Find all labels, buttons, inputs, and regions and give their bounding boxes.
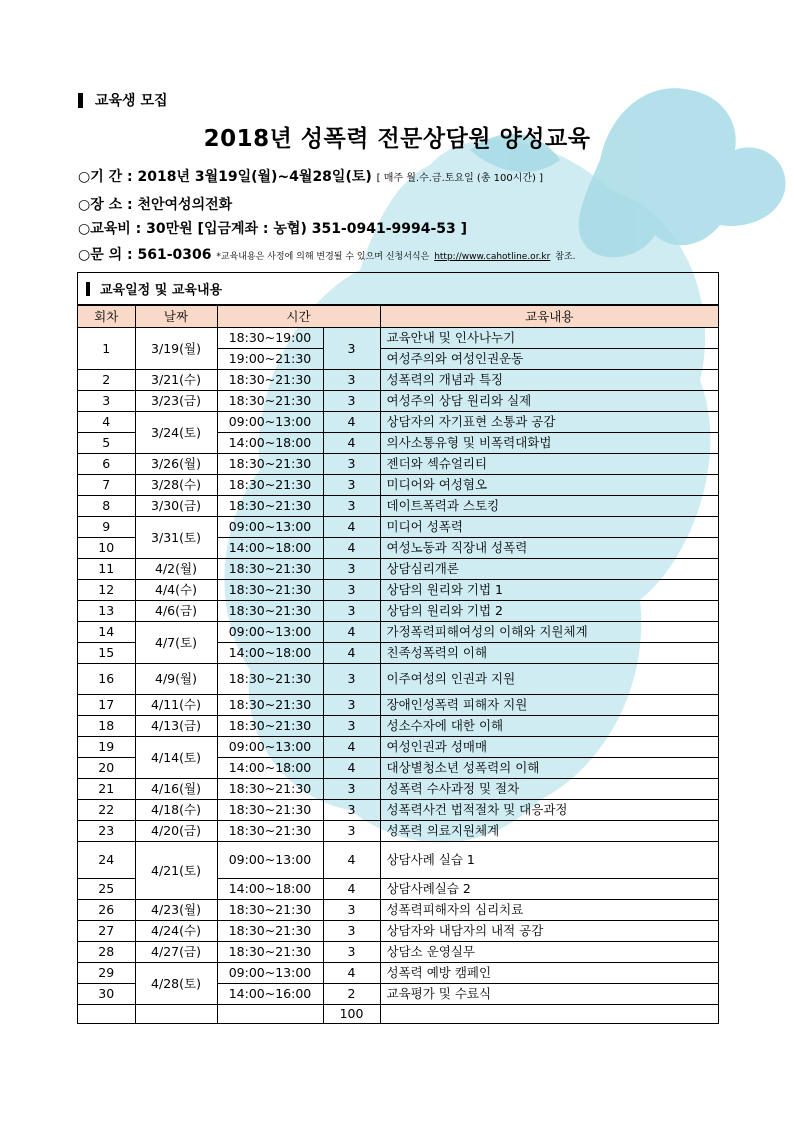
table-row bbox=[78, 842, 718, 879]
cell-hours: 3 bbox=[323, 821, 380, 842]
cell-content: 젠더와 섹슈얼리티 bbox=[380, 454, 718, 475]
cell-hours: 3 bbox=[323, 580, 380, 601]
cell-time: 18:30~21:30 bbox=[217, 900, 323, 921]
cell-date: 4/2(월) bbox=[135, 559, 217, 580]
cell-no: 8 bbox=[78, 496, 135, 517]
cell-no: 24 bbox=[78, 842, 135, 879]
cell-date: 3/26(월) bbox=[135, 454, 217, 475]
cell-hours: 3 bbox=[323, 601, 380, 622]
cell-hours: 4 bbox=[323, 538, 380, 559]
cell-no: 13 bbox=[78, 601, 135, 622]
cell-no: 5 bbox=[78, 433, 135, 454]
cell-empty bbox=[78, 1005, 135, 1024]
cell-date: 4/18(수) bbox=[135, 800, 217, 821]
cell-content: 교육안내 및 인사나누기 bbox=[380, 328, 718, 349]
schedule-box bbox=[77, 272, 719, 1024]
cell-time: 14:00~18:00 bbox=[217, 758, 323, 779]
cell-no: 2 bbox=[78, 370, 135, 391]
cell-hours: 3 bbox=[323, 370, 380, 391]
cell-hours: 3 bbox=[323, 716, 380, 737]
cell-hours: 3 bbox=[323, 391, 380, 412]
cell-content: 데이트폭력과 스토킹 bbox=[380, 496, 718, 517]
section-bar bbox=[86, 282, 90, 296]
table-row bbox=[78, 412, 718, 433]
cell-no: 30 bbox=[78, 984, 135, 1005]
cell-time: 18:30~21:30 bbox=[217, 716, 323, 737]
table-row bbox=[78, 370, 718, 391]
table-row bbox=[78, 963, 718, 984]
cell-content: 가정폭력피해여성의 이해와 지원체계 bbox=[380, 622, 718, 643]
cell-no: 29 bbox=[78, 963, 135, 984]
cell-time: 18:30~21:30 bbox=[217, 695, 323, 716]
cell-time: 18:30~21:30 bbox=[217, 779, 323, 800]
recruit-label-text: 교육생 모집 bbox=[95, 93, 168, 109]
cell-hours: 4 bbox=[323, 758, 380, 779]
cell-no: 6 bbox=[78, 454, 135, 475]
cell-content: 상담소 운영실무 bbox=[380, 942, 718, 963]
cell-content: 성폭력의 개념과 특징 bbox=[380, 370, 718, 391]
table-row bbox=[78, 328, 718, 349]
table-row bbox=[78, 580, 718, 601]
cell-hours: 3 bbox=[323, 779, 380, 800]
cell-hours: 4 bbox=[323, 879, 380, 900]
info-fee: ○교육비 : 30만원 [입금계좌 : 농협) 351-0941-9994-53 ] bbox=[78, 221, 468, 237]
table-row bbox=[78, 716, 718, 737]
cell-content: 상담사례 실습 1 bbox=[380, 842, 718, 879]
cell-hours: 3 bbox=[323, 921, 380, 942]
cell-no: 26 bbox=[78, 900, 135, 921]
cell-no: 23 bbox=[78, 821, 135, 842]
cell-date: 3/28(수) bbox=[135, 475, 217, 496]
cell-time: 18:30~21:30 bbox=[217, 391, 323, 412]
cell-content: 상담자와 내담자의 내적 공감 bbox=[380, 921, 718, 942]
cell-date: 4/7(토) bbox=[135, 622, 217, 664]
cell-date: 4/16(월) bbox=[135, 779, 217, 800]
table-row bbox=[78, 559, 718, 580]
cell-date: 4/11(수) bbox=[135, 695, 217, 716]
table-row bbox=[78, 695, 718, 716]
cell-hours: 4 bbox=[323, 412, 380, 433]
cell-time: 18:30~21:30 bbox=[217, 664, 323, 695]
cell-date: 3/31(토) bbox=[135, 517, 217, 559]
schedule-body bbox=[78, 328, 718, 1024]
cell-content: 상담의 원리와 기법 1 bbox=[380, 580, 718, 601]
cell-no: 19 bbox=[78, 737, 135, 758]
schedule-table bbox=[78, 305, 718, 1023]
cell-time: 14:00~18:00 bbox=[217, 643, 323, 664]
cell-date: 4/20(금) bbox=[135, 821, 217, 842]
header-no: 회차 bbox=[78, 306, 135, 328]
cell-time: 18:30~21:30 bbox=[217, 370, 323, 391]
cell-time: 09:00~13:00 bbox=[217, 737, 323, 758]
cell-date: 3/30(금) bbox=[135, 496, 217, 517]
cell-empty bbox=[135, 1005, 217, 1024]
header-date: 날짜 bbox=[135, 306, 217, 328]
cell-date: 4/14(토) bbox=[135, 737, 217, 779]
cell-hours: 3 bbox=[323, 454, 380, 475]
cell-date: 4/4(수) bbox=[135, 580, 217, 601]
cell-content: 미디어 성폭력 bbox=[380, 517, 718, 538]
table-row bbox=[78, 821, 718, 842]
table-row bbox=[78, 779, 718, 800]
cell-hours: 4 bbox=[323, 737, 380, 758]
info-contact: ○문 의 : 561-0306 *교육내용은 사정에 의해 변경될 수 있으며 신청서식은 http://www.cahotline.or.kr 참조. bbox=[78, 247, 576, 263]
cell-content: 성폭력 의료지원체계 bbox=[380, 821, 718, 842]
cell-empty bbox=[380, 1005, 718, 1024]
cell-no: 25 bbox=[78, 879, 135, 900]
cell-no: 20 bbox=[78, 758, 135, 779]
cell-content: 성소수자에 대한 이해 bbox=[380, 716, 718, 737]
cell-date: 4/21(토) bbox=[135, 842, 217, 900]
table-header-row bbox=[78, 306, 718, 328]
info-period: ○기 간 : 2018년 3월19일(월)~4월28일(토) [ 매주 월.수.금.토요일 (총 100시간) ] bbox=[78, 169, 544, 185]
cell-time: 18:30~21:30 bbox=[217, 454, 323, 475]
cell-content: 상담심리개론 bbox=[380, 559, 718, 580]
cell-time: 18:30~21:30 bbox=[217, 942, 323, 963]
cell-content: 여성주의와 여성인권운동 bbox=[380, 349, 718, 370]
cell-no: 15 bbox=[78, 643, 135, 664]
cell-date: 4/13(금) bbox=[135, 716, 217, 737]
cell-no: 7 bbox=[78, 475, 135, 496]
cell-no: 12 bbox=[78, 580, 135, 601]
cell-content: 장애인성폭력 피해자 지원 bbox=[380, 695, 718, 716]
cell-hours: 4 bbox=[323, 842, 380, 879]
cell-time: 18:30~19:00 bbox=[217, 328, 323, 349]
cell-date: 3/21(수) bbox=[135, 370, 217, 391]
homepage-link[interactable]: http://www.cahotline.or.kr bbox=[434, 252, 551, 262]
cell-hours: 3 bbox=[323, 328, 380, 370]
cell-no: 21 bbox=[78, 779, 135, 800]
cell-date: 4/9(월) bbox=[135, 664, 217, 695]
cell-time: 18:30~21:30 bbox=[217, 475, 323, 496]
section-bar bbox=[78, 93, 83, 108]
cell-time: 09:00~13:00 bbox=[217, 517, 323, 538]
cell-no: 22 bbox=[78, 800, 135, 821]
cell-content: 상담자의 자기표현 소통과 공감 bbox=[380, 412, 718, 433]
cell-hours: 3 bbox=[323, 800, 380, 821]
cell-date: 3/23(금) bbox=[135, 391, 217, 412]
cell-time: 14:00~18:00 bbox=[217, 879, 323, 900]
page-title: 2018년 성폭력 전문상담원 양성교육 bbox=[203, 126, 591, 152]
table-row bbox=[78, 800, 718, 821]
cell-no: 11 bbox=[78, 559, 135, 580]
cell-content: 성폭력피해자의 심리치료 bbox=[380, 900, 718, 921]
cell-content: 성폭력 수사과정 및 절차 bbox=[380, 779, 718, 800]
cell-hours: 4 bbox=[323, 643, 380, 664]
cell-date: 3/19(월) bbox=[135, 328, 217, 370]
table-row bbox=[78, 517, 718, 538]
cell-total-hours: 100 bbox=[323, 1005, 380, 1024]
header-time: 시간 bbox=[217, 306, 380, 328]
cell-time: 14:00~16:00 bbox=[217, 984, 323, 1005]
cell-hours: 3 bbox=[323, 496, 380, 517]
cell-empty bbox=[217, 1005, 323, 1024]
cell-no: 28 bbox=[78, 942, 135, 963]
cell-hours: 2 bbox=[323, 984, 380, 1005]
cell-time: 09:00~13:00 bbox=[217, 963, 323, 984]
cell-content: 이주여성의 인권과 지원 bbox=[380, 664, 718, 695]
cell-no: 18 bbox=[78, 716, 135, 737]
total-row bbox=[78, 1005, 718, 1024]
table-row bbox=[78, 942, 718, 963]
cell-time: 18:30~21:30 bbox=[217, 800, 323, 821]
cell-no: 10 bbox=[78, 538, 135, 559]
table-row bbox=[78, 737, 718, 758]
cell-time: 09:00~13:00 bbox=[217, 412, 323, 433]
table-row bbox=[78, 664, 718, 695]
cell-content: 여성주의 상담 원리와 실제 bbox=[380, 391, 718, 412]
cell-date: 4/24(수) bbox=[135, 921, 217, 942]
table-row bbox=[78, 622, 718, 643]
cell-hours: 4 bbox=[323, 963, 380, 984]
cell-hours: 4 bbox=[323, 433, 380, 454]
cell-content: 성폭력사건 법적절차 및 대응과정 bbox=[380, 800, 718, 821]
cell-content: 성폭력 예방 캠페인 bbox=[380, 963, 718, 984]
cell-no: 16 bbox=[78, 664, 135, 695]
cell-time: 18:30~21:30 bbox=[217, 821, 323, 842]
cell-time: 18:30~21:30 bbox=[217, 559, 323, 580]
cell-content: 의사소통유형 및 비폭력대화법 bbox=[380, 433, 718, 454]
cell-hours: 3 bbox=[323, 559, 380, 580]
cell-date: 4/28(토) bbox=[135, 963, 217, 1005]
cell-time: 14:00~18:00 bbox=[217, 433, 323, 454]
cell-time: 19:00~21:30 bbox=[217, 349, 323, 370]
cell-no: 3 bbox=[78, 391, 135, 412]
table-row bbox=[78, 454, 718, 475]
cell-content: 미디어와 여성혐오 bbox=[380, 475, 718, 496]
cell-hours: 3 bbox=[323, 942, 380, 963]
table-row bbox=[78, 475, 718, 496]
cell-time: 14:00~18:00 bbox=[217, 538, 323, 559]
cell-content: 친족성폭력의 이해 bbox=[380, 643, 718, 664]
cell-hours: 3 bbox=[323, 664, 380, 695]
table-row bbox=[78, 921, 718, 942]
cell-no: 4 bbox=[78, 412, 135, 433]
cell-content: 상담의 원리와 기법 2 bbox=[380, 601, 718, 622]
cell-hours: 4 bbox=[323, 517, 380, 538]
table-row bbox=[78, 900, 718, 921]
cell-date: 4/23(월) bbox=[135, 900, 217, 921]
cell-hours: 3 bbox=[323, 900, 380, 921]
recruit-label bbox=[78, 90, 168, 110]
schedule-heading: 교육일정 및 교육내용 bbox=[78, 273, 718, 305]
cell-date: 4/27(금) bbox=[135, 942, 217, 963]
header-content: 교육내용 bbox=[380, 306, 718, 328]
cell-time: 09:00~13:00 bbox=[217, 842, 323, 879]
cell-hours: 3 bbox=[323, 695, 380, 716]
cell-no: 17 bbox=[78, 695, 135, 716]
table-row bbox=[78, 391, 718, 412]
cell-time: 18:30~21:30 bbox=[217, 601, 323, 622]
cell-date: 4/6(금) bbox=[135, 601, 217, 622]
cell-content: 교육평가 및 수료식 bbox=[380, 984, 718, 1005]
table-row bbox=[78, 601, 718, 622]
info-place: ○장 소 : 천안여성의전화 bbox=[78, 197, 233, 213]
cell-content: 대상별청소년 성폭력의 이해 bbox=[380, 758, 718, 779]
table-row bbox=[78, 496, 718, 517]
cell-time: 18:30~21:30 bbox=[217, 496, 323, 517]
cell-time: 09:00~13:00 bbox=[217, 622, 323, 643]
cell-content: 상담사례실습 2 bbox=[380, 879, 718, 900]
cell-date: 3/24(토) bbox=[135, 412, 217, 454]
cell-hours: 3 bbox=[323, 475, 380, 496]
cell-no: 9 bbox=[78, 517, 135, 538]
cell-content: 여성노동과 직장내 성폭력 bbox=[380, 538, 718, 559]
cell-time: 18:30~21:30 bbox=[217, 921, 323, 942]
cell-no: 1 bbox=[78, 328, 135, 370]
cell-no: 27 bbox=[78, 921, 135, 942]
cell-no: 14 bbox=[78, 622, 135, 643]
cell-hours: 4 bbox=[323, 622, 380, 643]
cell-time: 18:30~21:30 bbox=[217, 580, 323, 601]
cell-content: 여성인권과 성매매 bbox=[380, 737, 718, 758]
